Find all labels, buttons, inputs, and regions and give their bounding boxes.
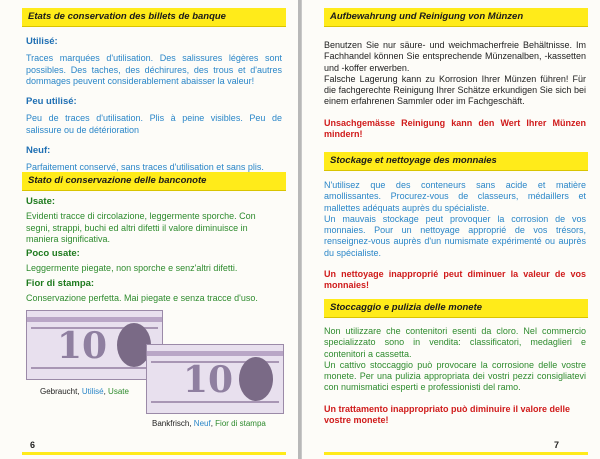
neuf-heading: Neuf:	[26, 145, 51, 157]
french-header-bar	[324, 152, 588, 171]
fior-heading: Fior di stampa:	[26, 277, 95, 289]
french-text-cleaning: Un mauvais stockage peut provoquer la corrosion de vos monnaies. Pour un nettoyage approprié de vos trésors, renseignez-vous auprès d'un numismate expérimenté ou auprès du spécialiste.	[324, 213, 586, 258]
caption-used: Gebraucht, Utilisé, Usate	[40, 387, 129, 396]
german-text-storage: Benutzen Sie nur säure- und weichmacherfreie Behältnisse. Im Fachhandel können Sie entsprechende Münzenalben, -kassetten und -koffer erwerben.	[324, 40, 586, 73]
peu-utilise-heading: Peu utilisé:	[26, 96, 77, 108]
italian-text-cleaning: Un cattivo stoccaggio può provocare la corrosione delle vostre monete. Per una pulizia appropriata dei vostri pezzi consigliatevi con numismatici esperti e professionisti del ramo.	[324, 359, 586, 393]
left-header-bar	[22, 8, 286, 27]
german-warning: Unsachgemässe Reinigung kann den Wert Ihrer Münzen mindern!	[324, 117, 586, 140]
peu-utilise-text: Peu de traces d'utilisation. Plis à peine visibles. Peu de salissure ou de détérioration	[26, 113, 282, 135]
right-page	[301, 0, 600, 459]
left-header-title: Etats de conservation des billets de banque	[28, 11, 226, 22]
caption-new: Bankfrisch, Neuf, Fior di stampa	[152, 419, 266, 428]
right-footer-rule	[324, 452, 588, 455]
german-header-bar	[324, 8, 588, 27]
french-section	[324, 180, 586, 292]
italian-header-bar	[22, 172, 286, 191]
usate-text: Evidenti tracce di circolazione, leggermente sporche. Con segni, strappi, buchi ed altri difetti il valore diminuisce in maniera significativa.	[26, 211, 256, 244]
left-footer-rule	[22, 452, 286, 455]
poco-usate-heading: Poco usate:	[26, 248, 80, 260]
banknote-value: 10	[183, 359, 234, 401]
banknote-used-image	[26, 310, 163, 380]
utilise-heading: Utilisé:	[26, 36, 58, 47]
poco-usate-text: Leggermente piegate, non sporche e senz'altri difetti.	[26, 263, 238, 274]
french-header-title: Stockage et nettoyage des monnaies	[330, 155, 497, 166]
banknote-new-image	[146, 344, 284, 414]
italian-coins-header-bar	[324, 299, 588, 318]
left-page-number: 6	[30, 440, 36, 450]
italian-section	[324, 326, 586, 426]
german-header-title: Aufbewahrung und Reinigung von Münzen	[330, 11, 524, 22]
french-conditions	[26, 36, 282, 174]
utilise-text: Traces marquées d'utilisation. Des salissures légères sont possibles. Des taches, des déchirures, des trous et d'autres dommages peuvent considerablement abaisser la valeur!	[26, 53, 282, 86]
neuf-text: Parfaitement conservé, sans traces d'utilisation et sans plis.	[26, 162, 264, 173]
fior-text: Conservazione perfetta. Mai piegate e senza tracce d'uso.	[26, 293, 258, 304]
german-section	[324, 40, 586, 140]
usate-heading: Usate:	[26, 196, 56, 207]
italian-coins-header-title: Stoccaggio e pulizia delle monete	[330, 302, 483, 313]
italian-text-storage: Non utilizzare che contenitori esenti da cloro. Nel commercio specializzato sono in vendita: classificatori, medaglieri e contenitori a cassetta.	[324, 326, 586, 359]
italian-conditions	[26, 196, 282, 304]
french-warning: Un nettoyage inapproprié peut diminuer la valeur de vos monnaies!	[324, 269, 586, 291]
italian-warning: Un trattamento inappropriato può diminuire il valore delle vostre monete!	[324, 403, 571, 426]
left-page	[0, 0, 299, 459]
german-text-cleaning: Falsche Lagerung kann zu Korrosion Ihrer Münzen führen! Für die fachgerechte Reinigung Ihrer Schätze erkundigen Sie sich bei einem erfahrenen Sammler oder im Fachgeschäft.	[324, 73, 586, 107]
right-page-number: 7	[554, 440, 560, 450]
banknote-value: 10	[57, 325, 108, 367]
french-text-storage: N'utilisez que des conteneurs sans acide et matière amollissantes. Procurez-vous de classeurs, médaillers et mallettes adéquats auprès du spécialiste.	[324, 180, 586, 213]
italian-header-title: Stato di conservazione delle banconote	[28, 175, 207, 186]
